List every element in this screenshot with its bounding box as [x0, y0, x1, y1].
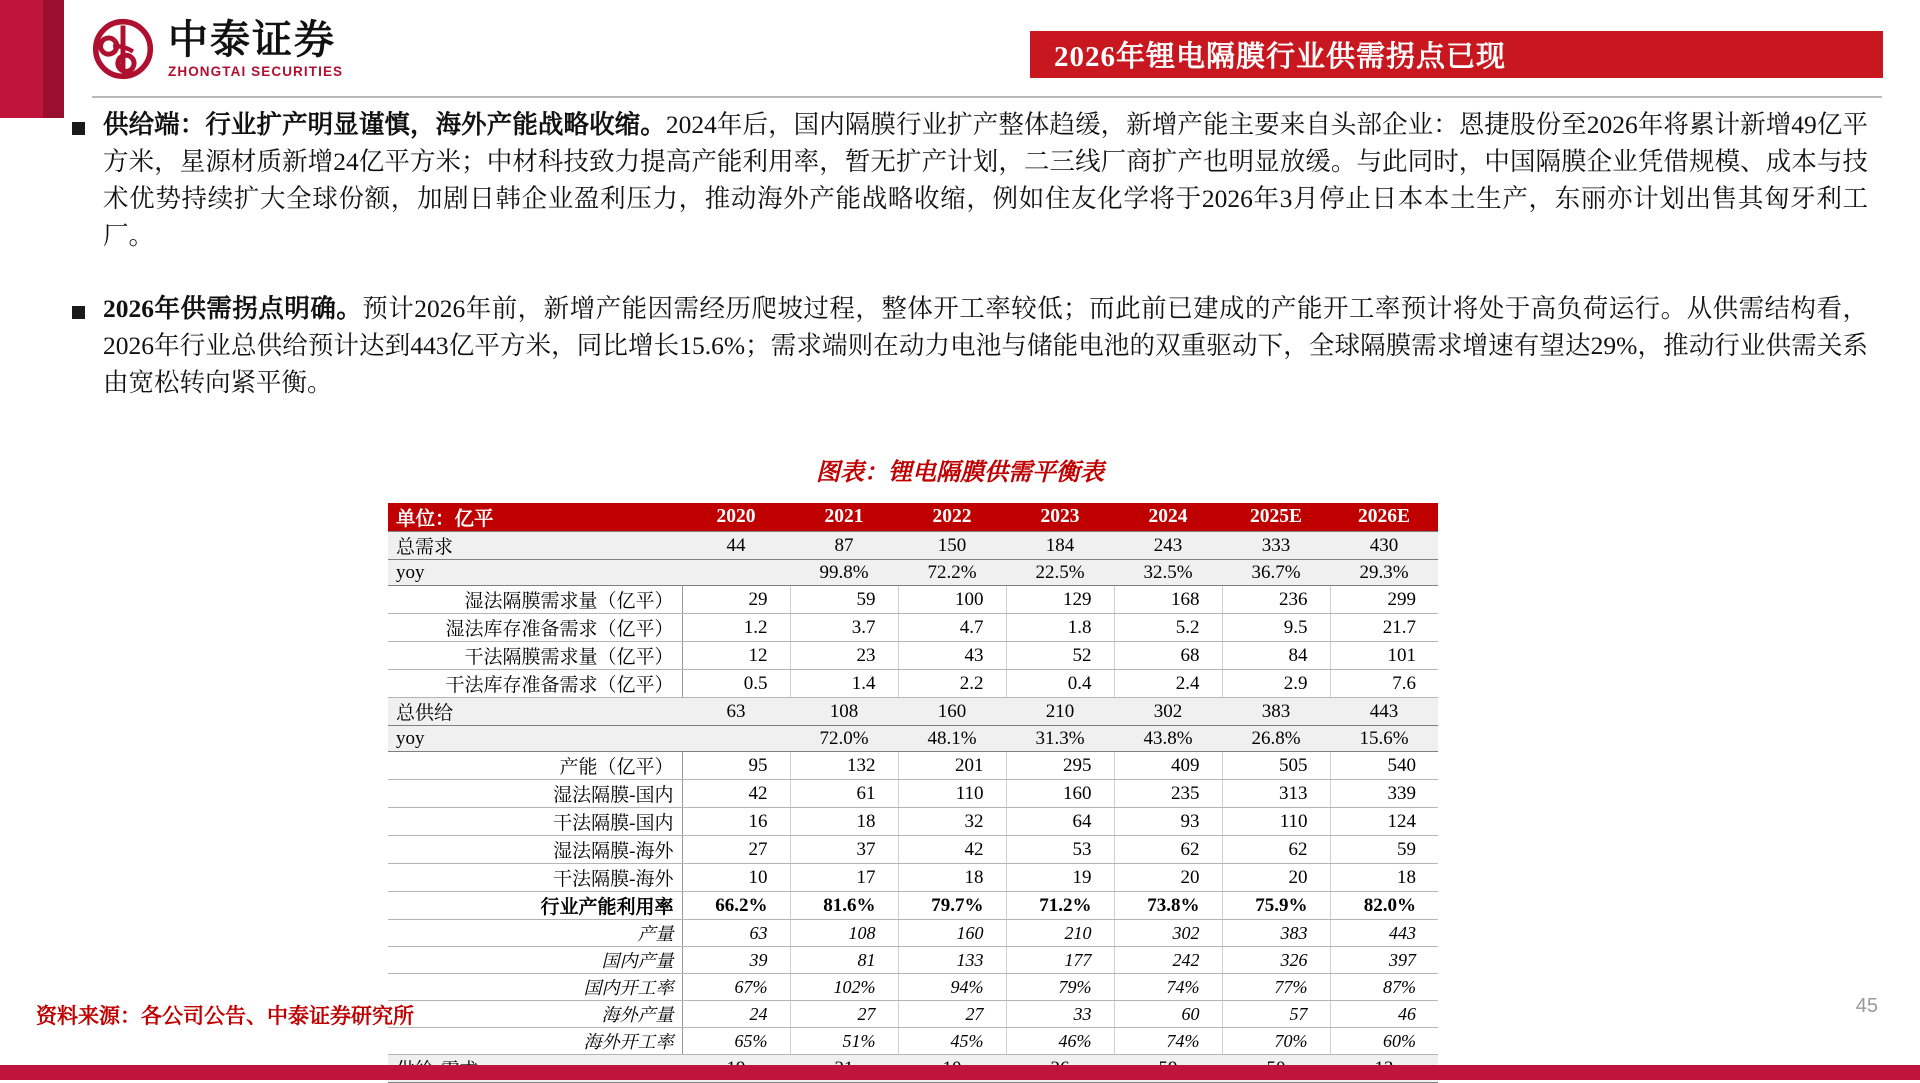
- table-cell: 409: [1114, 752, 1222, 780]
- table-cell: 60: [1114, 1001, 1222, 1028]
- table-cell: 62: [1114, 836, 1222, 864]
- table-row: [388, 698, 1438, 726]
- table-row-label: 湿法隔膜-国内: [388, 780, 682, 808]
- table-cell: 87%: [1330, 974, 1438, 1001]
- table-cell: 20: [1114, 864, 1222, 892]
- table-cell: 59: [790, 586, 898, 614]
- table-cell: 32.5%: [1114, 560, 1222, 586]
- bullet-paragraph-2: [103, 290, 1868, 401]
- table-row-label: 产量: [388, 920, 682, 947]
- table-cell: 177: [1006, 947, 1114, 974]
- table-cell: 77%: [1222, 974, 1330, 1001]
- table-cell: 9.5: [1222, 614, 1330, 642]
- table-cell: 81.6%: [790, 892, 898, 920]
- bullet-lead-2: 2026年供需拐点明确。: [103, 294, 363, 323]
- table-cell: 133: [898, 947, 1006, 974]
- table-cell: 302: [1114, 920, 1222, 947]
- table-cell: 74%: [1114, 974, 1222, 1001]
- table-cell: 19: [1006, 864, 1114, 892]
- table-cell: 43: [898, 642, 1006, 670]
- table-col-header: 2023: [1006, 503, 1114, 532]
- table-cell: 72.2%: [898, 560, 1006, 586]
- table-col-header: 2025E: [1222, 503, 1330, 532]
- table-cell: 27: [682, 836, 790, 864]
- table-cell: 242: [1114, 947, 1222, 974]
- table-cell: 110: [1222, 808, 1330, 836]
- table-cell: 383: [1222, 698, 1330, 726]
- table-cell: 210: [1006, 698, 1114, 726]
- table-cell: 505: [1222, 752, 1330, 780]
- table-cell: 45%: [898, 1028, 1006, 1055]
- table-cell: 243: [1114, 532, 1222, 560]
- table-cell: 42: [898, 836, 1006, 864]
- table-cell: 32: [898, 808, 1006, 836]
- table-cell: 1.2: [682, 614, 790, 642]
- table-cell: 5.2: [1114, 614, 1222, 642]
- table-cell: 79.7%: [898, 892, 1006, 920]
- table-cell: 65%: [682, 1028, 790, 1055]
- table-cell: 94%: [898, 974, 1006, 1001]
- table-row-label: 湿法隔膜需求量（亿平）: [388, 586, 682, 614]
- table-cell: 339: [1330, 780, 1438, 808]
- table-unit-label: 单位：亿平: [388, 503, 682, 532]
- table-cell: 72.0%: [790, 726, 898, 752]
- table-row: [388, 1028, 1438, 1055]
- table-cell: 23: [790, 642, 898, 670]
- table-cell: 168: [1114, 586, 1222, 614]
- table-row: [388, 836, 1438, 864]
- table-cell: 43.8%: [1114, 726, 1222, 752]
- table-row: [388, 974, 1438, 1001]
- table-cell: 295: [1006, 752, 1114, 780]
- table-cell: 53: [1006, 836, 1114, 864]
- table-caption: 图表：锂电隔膜供需平衡表: [816, 460, 1104, 486]
- table-cell: 540: [1330, 752, 1438, 780]
- table-cell: 63: [682, 698, 790, 726]
- table-row-label: 湿法隔膜-海外: [388, 836, 682, 864]
- table-cell: 17: [790, 864, 898, 892]
- table-cell: 397: [1330, 947, 1438, 974]
- table-cell: 108: [790, 920, 898, 947]
- table-cell: [682, 726, 790, 752]
- table-cell: 46: [1330, 1001, 1438, 1028]
- table-cell: 430: [1330, 532, 1438, 560]
- table-col-header: 2021: [790, 503, 898, 532]
- table-cell: 84: [1222, 642, 1330, 670]
- table-cell: 63: [682, 920, 790, 947]
- table-row: [388, 892, 1438, 920]
- table-row: [388, 780, 1438, 808]
- table-row-label: 国内开工率: [388, 974, 682, 1001]
- footer-accent-bar: [0, 1065, 1920, 1080]
- table-col-header: 2026E: [1330, 503, 1438, 532]
- page-number: 45: [1855, 995, 1878, 1017]
- bullet-square-icon: [72, 122, 85, 135]
- table-cell: 29: [682, 586, 790, 614]
- table-cell: 66.2%: [682, 892, 790, 920]
- table-cell: 108: [790, 698, 898, 726]
- table-cell: 61: [790, 780, 898, 808]
- bullet-paragraph-1: [103, 106, 1868, 254]
- table-cell: 52: [1006, 642, 1114, 670]
- brand-logo: [92, 18, 343, 80]
- table-cell: 60%: [1330, 1028, 1438, 1055]
- table-cell: 7.6: [1330, 670, 1438, 698]
- table-cell: 15.6%: [1330, 726, 1438, 752]
- table-cell: 1.4: [790, 670, 898, 698]
- table-row: [388, 752, 1438, 780]
- table-cell: 299: [1330, 586, 1438, 614]
- table-row-label: 行业产能利用率: [388, 892, 682, 920]
- table-cell: 39: [682, 947, 790, 974]
- table-cell: 160: [1006, 780, 1114, 808]
- table-col-header: 2024: [1114, 503, 1222, 532]
- table-row: [388, 642, 1438, 670]
- bullet-body-1: 2024年后，国内隔膜行业扩产整体趋缓，新增产能主要来自头部企业：恩捷股份至2026年将累计新增49亿平方米，星源材质新增24亿平方米；中材科技致力提高产能利用率，暂无扩产计划，二三线厂商扩产也明显放缓。与此同时，中国隔膜企业凭借规模、成本与技术优势持续扩大全球份额，加剧日韩企业盈利压力，推动海外产能战略收缩，例如住友化学将于2026年3月停止日本本土生产，东丽亦计划出售其匈牙利工厂。: [103, 110, 1868, 250]
- table-row: [388, 532, 1438, 560]
- table-header-row: [388, 503, 1438, 532]
- zhongtai-circle-logo-icon: [92, 18, 154, 80]
- table-cell: 24: [682, 1001, 790, 1028]
- table-body: [388, 532, 1438, 1083]
- table-row-label: 国内产量: [388, 947, 682, 974]
- table-row-label: 干法隔膜-海外: [388, 864, 682, 892]
- table-cell: 2.9: [1222, 670, 1330, 698]
- table-cell: 101: [1330, 642, 1438, 670]
- bullet-body-2: 预计2026年前，新增产能因需经历爬坡过程，整体开工率较低；而此前已建成的产能开工率预计将处于高负荷运行。从供需结构看，2026年行业总供给预计达到443亿平方米，同比增长15.6%；需求端则在动力电池与储能电池的双重驱动下，全球隔膜需求增速有望达29%，推动行业供需关系由宽松转向紧平衡。: [103, 294, 1868, 397]
- table-cell: 99.8%: [790, 560, 898, 586]
- table-cell: 18: [1330, 864, 1438, 892]
- table-cell: 95: [682, 752, 790, 780]
- table-cell: 2.4: [1114, 670, 1222, 698]
- table-row: [388, 586, 1438, 614]
- table-row: [388, 864, 1438, 892]
- table-cell: 87: [790, 532, 898, 560]
- table-cell: 26.8%: [1222, 726, 1330, 752]
- table-cell: 62: [1222, 836, 1330, 864]
- table-cell: 1.8: [1006, 614, 1114, 642]
- table-cell: 73.8%: [1114, 892, 1222, 920]
- paragraph-spacer: [0, 254, 1920, 290]
- table-cell: 71.2%: [1006, 892, 1114, 920]
- table-cell: 36.7%: [1222, 560, 1330, 586]
- table-cell: 93: [1114, 808, 1222, 836]
- table-cell: 64: [1006, 808, 1114, 836]
- table-cell: 326: [1222, 947, 1330, 974]
- table-cell: 100: [898, 586, 1006, 614]
- table-cell: 82.0%: [1330, 892, 1438, 920]
- table-cell: 210: [1006, 920, 1114, 947]
- bullet-square-icon: [72, 306, 85, 319]
- table-cell: 44: [682, 532, 790, 560]
- table-row: [388, 920, 1438, 947]
- table-cell: 102%: [790, 974, 898, 1001]
- table-cell: 74%: [1114, 1028, 1222, 1055]
- bullet-item-1: [72, 106, 1920, 254]
- brand-name-cn: 中泰证券: [168, 17, 336, 62]
- table-row-label: yoy: [388, 726, 682, 752]
- table-row-label: 海外产量: [388, 1001, 682, 1028]
- table-row-label: 总需求: [388, 532, 682, 560]
- table-cell: 129: [1006, 586, 1114, 614]
- table-row: [388, 670, 1438, 698]
- table-cell: 27: [790, 1001, 898, 1028]
- table-cell: 31.3%: [1006, 726, 1114, 752]
- supply-demand-table-wrap: [388, 503, 1438, 1083]
- table-cell: 79%: [1006, 974, 1114, 1001]
- table-cell: 42: [682, 780, 790, 808]
- table-cell: 12: [682, 642, 790, 670]
- table-cell: 443: [1330, 698, 1438, 726]
- table-row-label: yoy: [388, 560, 682, 586]
- brand-name-en: ZHONGTAI SECURITIES: [168, 63, 344, 79]
- table-cell: 443: [1330, 920, 1438, 947]
- table-cell: 59: [1330, 836, 1438, 864]
- table-cell: 184: [1006, 532, 1114, 560]
- table-row: [388, 560, 1438, 586]
- bullet-lead-1: 供给端：行业扩产明显谨慎，海外产能战略收缩。: [103, 110, 666, 139]
- table-row: [388, 614, 1438, 642]
- table-cell: 33: [1006, 1001, 1114, 1028]
- table-cell: [682, 560, 790, 586]
- page-title: 2026年锂电隔膜行业供需拐点已现: [1054, 41, 1507, 73]
- table-cell: 0.5: [682, 670, 790, 698]
- table-col-header: 2022: [898, 503, 1006, 532]
- table-cell: 383: [1222, 920, 1330, 947]
- table-cell: 70%: [1222, 1028, 1330, 1055]
- table-cell: 201: [898, 752, 1006, 780]
- table-head: [388, 503, 1438, 532]
- table-cell: 68: [1114, 642, 1222, 670]
- header-divider: [92, 96, 1882, 98]
- table-cell: 4.7: [898, 614, 1006, 642]
- table-cell: 21.7: [1330, 614, 1438, 642]
- table-cell: 18: [790, 808, 898, 836]
- table-row-label: 干法库存准备需求（亿平）: [388, 670, 682, 698]
- table-cell: 150: [898, 532, 1006, 560]
- table-cell: 2.2: [898, 670, 1006, 698]
- left-accent-bar-outer: [0, 0, 43, 118]
- table-row-label: 海外开工率: [388, 1028, 682, 1055]
- table-cell: 10: [682, 864, 790, 892]
- table-cell: 132: [790, 752, 898, 780]
- table-cell: 48.1%: [898, 726, 1006, 752]
- table-cell: 313: [1222, 780, 1330, 808]
- table-cell: 16: [682, 808, 790, 836]
- table-cell: 29.3%: [1330, 560, 1438, 586]
- table-row-label: 总供给: [388, 698, 682, 726]
- table-cell: 236: [1222, 586, 1330, 614]
- table-row: [388, 726, 1438, 752]
- table-cell: 22.5%: [1006, 560, 1114, 586]
- body-content: [0, 106, 1920, 401]
- table-row-label: 产能（亿平）: [388, 752, 682, 780]
- table-cell: 37: [790, 836, 898, 864]
- table-cell: 18: [898, 864, 1006, 892]
- table-cell: 51%: [790, 1028, 898, 1055]
- supply-demand-table: [388, 503, 1438, 1083]
- table-cell: 75.9%: [1222, 892, 1330, 920]
- table-col-header: 2020: [682, 503, 790, 532]
- table-cell: 0.4: [1006, 670, 1114, 698]
- table-cell: 333: [1222, 532, 1330, 560]
- table-cell: 81: [790, 947, 898, 974]
- table-row-label: 干法隔膜需求量（亿平）: [388, 642, 682, 670]
- table-cell: 57: [1222, 1001, 1330, 1028]
- table-cell: 110: [898, 780, 1006, 808]
- table-cell: 3.7: [790, 614, 898, 642]
- table-row-label: 干法隔膜-国内: [388, 808, 682, 836]
- bullet-item-2: [72, 290, 1920, 401]
- table-cell: 160: [898, 920, 1006, 947]
- table-row: [388, 1001, 1438, 1028]
- table-cell: 235: [1114, 780, 1222, 808]
- table-cell: 67%: [682, 974, 790, 1001]
- table-cell: 20: [1222, 864, 1330, 892]
- table-row-label: 湿法库存准备需求（亿平）: [388, 614, 682, 642]
- table-cell: 160: [898, 698, 1006, 726]
- table-cell: 124: [1330, 808, 1438, 836]
- table-cell: 46%: [1006, 1028, 1114, 1055]
- table-cell: 27: [898, 1001, 1006, 1028]
- left-accent-bar-inner: [43, 0, 64, 118]
- source-note: 资料来源：各公司公告、中泰证券研究所: [36, 1004, 414, 1028]
- table-row: [388, 947, 1438, 974]
- table-row: [388, 808, 1438, 836]
- table-cell: 302: [1114, 698, 1222, 726]
- slide-title-bar: [1030, 31, 1883, 78]
